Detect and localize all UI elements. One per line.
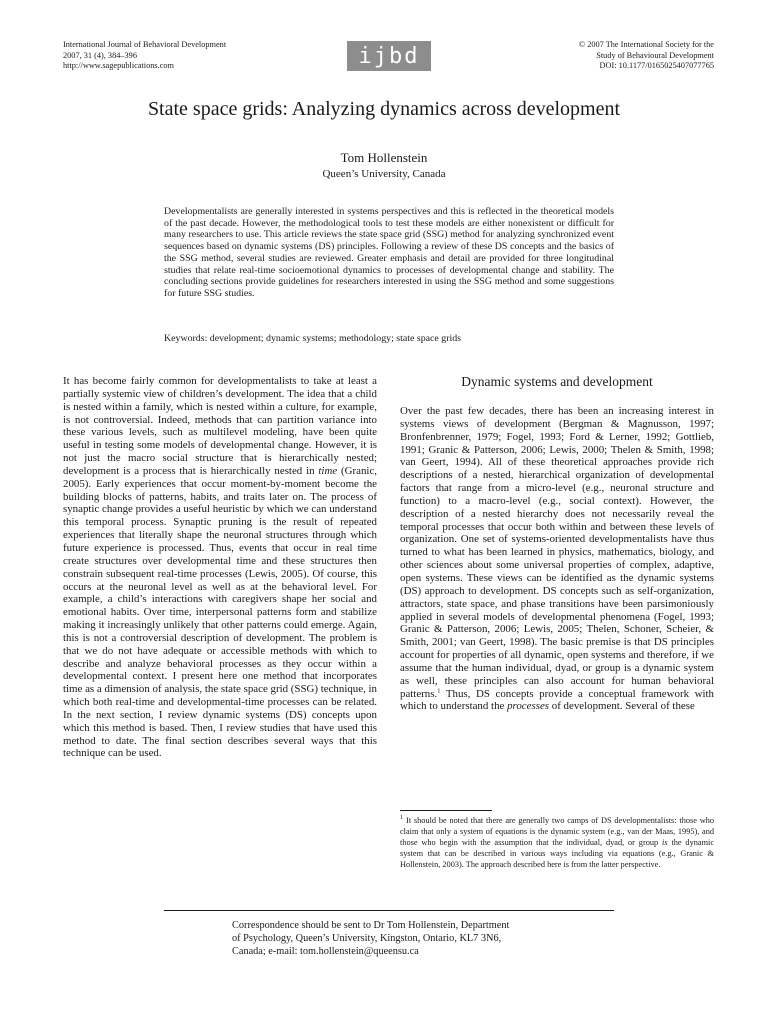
author-affiliation: Queen’s University, Canada: [322, 168, 446, 180]
intro-emphasis: time: [318, 464, 338, 477]
intro-paragraph: [63, 375, 377, 760]
footnote-emphasis: is: [662, 838, 668, 847]
doi: DOI: 10.1177/0165025407077765: [599, 61, 714, 70]
footnote-mark: 1: [400, 814, 404, 822]
copyright-line-1: © 2007 The International Society for the: [578, 40, 714, 49]
keywords: Keywords: development; dynamic systems; methodology; state space grids: [164, 333, 462, 344]
journal-name: International Journal of Behavioral Development: [63, 40, 227, 49]
footnote-text-1: It should be noted that there are generally two camps of DS developmentalists: those who claim that only a system of equations is the dynamic system (e.g., van der Maas, 1995), and those who begin with the assumption that the individual, dyad, or group: [400, 816, 714, 847]
correspondence-line-3[interactable]: Canada; e-mail: tom.hollenstein@queensu.ca: [232, 946, 419, 957]
journal-logo: [347, 41, 431, 71]
author-name: Tom Hollenstein: [340, 150, 428, 165]
correspondence-divider: [164, 910, 614, 911]
section-text-1: Over the past few decades, there has been an increasing interest in systems views of development (Bergman & Magnusson, 1997; Bronfenbrenner, 1979; Fogel, 1993; Ford & Lerner, 1992; Gottlieb, 1991; Granic & Patterson, 2006; Lewis, 2000; Thelen & Smith, 1998; van Geert, 1994). All of these theoretical approaches provide rich descriptions of a nested, hierarchical organization of developmental factors that range from a micro-level (e.g., neuronal structure and function) to a macro-level (e.g., social context). However, the description of a nested hierarchy does not necessarily reveal the temporal processes that occur both within and between these levels of organization. One set of systems-oriented developmentalists have thus turned to what has been learned in physics, mathematics, biology, and other sciences about some universal properties of complex, adaptive, open systems. These views can be identified as the dynamic systems (DS) approach to development. DS concepts such as self-organization, attractors, state space, and phase transitions have been parsimoniously applied in several models of developmental phenomena (Fogel, 1993; Granic & Patterson, 2006; Lewis, 2005; Thelen, Schoner, Scheier, & Smith, 2001; van Geert, 1998). The basic premise is that DS principles account for properties of all dynamic, open systems and therefore, if we assume that the human individual, dyad, or group is a dynamic system as well, these principles can also account for human behavioral patterns.: [400, 405, 714, 700]
footnote: [400, 815, 714, 870]
correspondence: [232, 919, 562, 958]
correspondence-line-1: Correspondence should be sent to Dr Tom Hollenstein, Department: [232, 920, 510, 931]
section-text-3: of development. Several of these: [549, 700, 695, 713]
copyright-header: [579, 40, 714, 72]
abstract: Developmentalists are generally interested in systems perspectives and this is reflected in the theoretical models of the past decade. However, the methodological tools to test these models are either nonexistent or difficult for many researchers to use. This article reviews the state space grid (SSG) method for analyzing synchronized event sequences based on dynamic systems (DS) principles. Following a review of these DS concepts and the basics of the SSG method, several studies are reviewed. Greater emphasis and detail are provided for three longitudinal studies that relate real-time socioemotional dynamics to processes of developmental change and stability. The concluding sections provide guidelines for researchers interested in using the SSG method and some suggestions for future SSG studies.: [164, 206, 614, 299]
section-paragraph: [400, 405, 714, 713]
journal-url[interactable]: http://www.sagepublications.com: [63, 61, 174, 70]
section-emphasis: processes: [507, 700, 550, 713]
intro-text-2: (Granic, 2005). Early experiences that occur moment-by-moment become the building blocks of patterns, habits, and traits later on. The process of synaptic change provides a useful heuristic by which we can understand this temporal process. Synaptic pruning is the result of repeated experiences that literally shape the neuronal structures through which future experience is processed. Thus, events that occur in real time create structures over developmental time and these structures then constrain subsequent real-time processes (Lewis, 2005). Of course, this occurs at the neuronal level as well as at the behavioral level. For example, a child’s interactions with caregivers shape her social and emotional habits. Over time, interpersonal patterns form and stabilize making it increasingly unlikely that other patterns could emerge. Again, this is not a controversial description of development. The problem is that we do not have adequate or accessible methods with which to describe and analyze behavioral processes as they occur within a developmental context. I present here one method that incorporates time as a dimension of analysis, the state space grid (SSG) technique, in which both real-time and developmental-time processes can be related. In the next section, I review dynamic systems (DS) concepts upon which this method is based. Then, I review studies that have used this method to date. The final section describes several ways that this technique can be used.: [63, 464, 378, 760]
correspondence-line-2: of Psychology, Queen’s University, Kingston, Ontario, KL7 3N6,: [232, 933, 502, 944]
journal-header: [63, 40, 226, 72]
section-heading: Dynamic systems and development: [461, 374, 653, 389]
footnote-text-2: the dynamic system that can be described in various ways including via equations (e.g., Granic & Hollenstein, 2003). The approach described here is from the latter perspective.: [400, 838, 715, 869]
intro-text-1: It has become fairly common for developmentalists to take at least a partially systemic view of children’s development. The idea that a child is nested within a family, which is nested within a culture, for example, is not controversial. Indeed, methods that can partition variance into these various levels, such as multilevel modeling, have been quite useful in testing some models of developmental change. However, it is not just the macro social structure that is hierarchically nested; development is a process that is hierarchically nested in: [63, 375, 377, 477]
footnote-divider: [400, 810, 492, 811]
logo-text: ijbd: [358, 43, 420, 69]
copyright-line-2: Study of Behavioural Development: [596, 50, 714, 60]
footnote-ref[interactable]: 1: [437, 686, 441, 694]
journal-volume: 2007, 31 (4), 384–396: [63, 50, 137, 60]
article-title: State space grids: Analyzing dynamics across development: [147, 98, 621, 120]
section-text-2: Thus, DS concepts provide a conceptual framework with which to understand the: [400, 687, 714, 713]
